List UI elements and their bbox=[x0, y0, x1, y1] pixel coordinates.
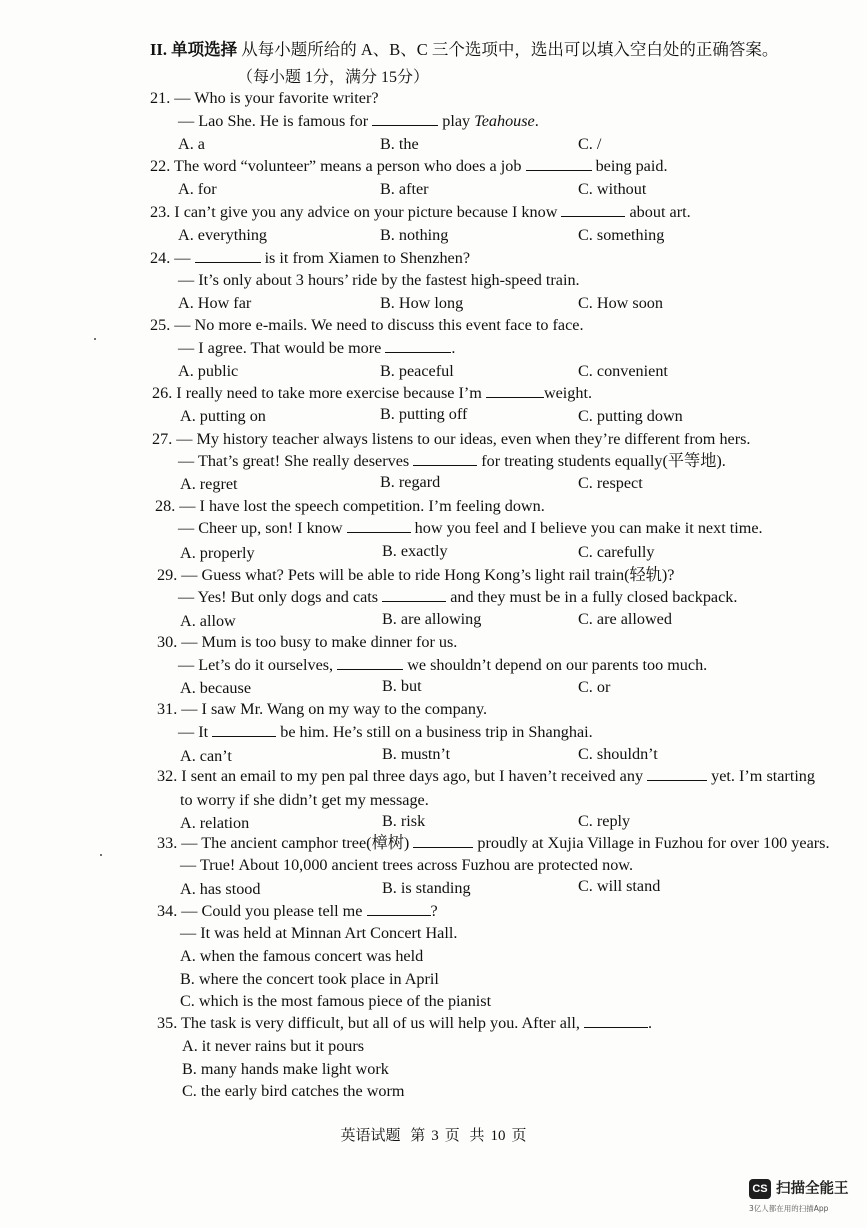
page-footer bbox=[0, 1124, 867, 1145]
section-number: II. bbox=[150, 40, 167, 59]
question-33 bbox=[157, 833, 830, 853]
question-number: 24. bbox=[150, 249, 171, 267]
question-25-reply bbox=[178, 338, 455, 358]
option-b: B. nothing bbox=[380, 226, 449, 244]
question-31-reply bbox=[178, 722, 593, 742]
answer-blank bbox=[413, 833, 473, 848]
question-text: . bbox=[647, 1014, 653, 1032]
question-27-reply bbox=[178, 451, 726, 471]
question-text: — Who is your favorite writer? bbox=[174, 89, 379, 107]
option-c: C. reply bbox=[578, 812, 631, 830]
camscanner-logo-icon: CS bbox=[749, 1179, 771, 1199]
reply-text: . bbox=[451, 339, 456, 357]
option-c: C. carefully bbox=[578, 543, 655, 561]
footer-total-label: 共 bbox=[469, 1128, 485, 1144]
question-text: — bbox=[174, 249, 191, 267]
reply-text: be him. He’s still on a business trip in Shanghai. bbox=[280, 723, 593, 741]
option-c: C. will stand bbox=[578, 877, 661, 895]
option-c: C. How soon bbox=[578, 294, 663, 312]
option-b: B. the bbox=[380, 135, 419, 153]
question-34-reply: — It was held at Minnan Art Concert Hall. bbox=[180, 924, 458, 942]
answer-blank bbox=[413, 451, 477, 466]
question-number: 35. bbox=[157, 1014, 178, 1032]
question-number: 25. bbox=[150, 316, 171, 334]
option-b: B. risk bbox=[382, 812, 426, 830]
option-b: B. regard bbox=[380, 473, 441, 491]
answer-blank bbox=[561, 202, 625, 217]
option-a: A. because bbox=[180, 679, 252, 697]
question-number: 28. bbox=[155, 497, 176, 515]
option-b: B. mustn’t bbox=[382, 745, 451, 763]
watermark-tagline: 3亿人都在用的扫描App bbox=[749, 1204, 829, 1213]
option-b: B. but bbox=[382, 677, 422, 695]
answer-blank bbox=[526, 156, 592, 171]
book-title: Teahouse bbox=[474, 112, 535, 130]
section-scoring: （每小题 1分，满分 15分） bbox=[237, 69, 430, 86]
option-b: B. How long bbox=[380, 294, 464, 312]
reply-text: — Let’s do it ourselves, bbox=[178, 656, 334, 674]
option-a: A. properly bbox=[180, 544, 255, 562]
question-28-reply bbox=[178, 518, 763, 538]
question-number: 21. bbox=[150, 89, 171, 107]
option-c: C. are allowed bbox=[578, 610, 672, 628]
option-b: B. putting off bbox=[380, 405, 468, 423]
scanner-watermark bbox=[749, 1179, 859, 1219]
option-c: C. something bbox=[578, 226, 665, 244]
answer-blank bbox=[372, 111, 438, 126]
question-text: I can’t give you any advice on your picture because I know bbox=[174, 203, 558, 221]
question-30-reply bbox=[178, 655, 707, 675]
answer-blank bbox=[367, 901, 431, 916]
question-21-reply bbox=[178, 111, 539, 131]
question-24 bbox=[150, 248, 470, 268]
reply-text: . bbox=[534, 112, 539, 130]
question-text: I really need to take more exercise because I’m bbox=[176, 384, 482, 402]
question-text: — Guess what? Pets will be able to ride Hong Kong’s light rail train(轻轨)? bbox=[181, 566, 675, 584]
question-21 bbox=[150, 88, 379, 108]
question-text: — My history teacher always listens to our ideas, even when they’re different from hers. bbox=[176, 430, 751, 448]
question-23 bbox=[150, 202, 691, 222]
option-c: C. respect bbox=[578, 474, 643, 492]
question-31 bbox=[157, 699, 487, 719]
reply-text: — Cheer up, son! I know bbox=[178, 519, 343, 537]
question-number: 27. bbox=[152, 430, 173, 448]
footer-page-label: 第 bbox=[410, 1128, 426, 1144]
option-b: B. exactly bbox=[382, 542, 448, 560]
footer-total-number: 10 bbox=[490, 1128, 506, 1144]
option-b: B. are allowing bbox=[382, 610, 482, 628]
question-26 bbox=[152, 383, 592, 403]
question-number: 22. bbox=[150, 157, 171, 175]
question-text: — Could you please tell me bbox=[181, 902, 363, 920]
answer-blank bbox=[337, 655, 403, 670]
question-32 bbox=[157, 766, 815, 786]
question-number: 32. bbox=[157, 767, 178, 785]
question-28 bbox=[155, 496, 545, 516]
option-c: C. / bbox=[578, 135, 602, 153]
option-c: C. shouldn’t bbox=[578, 745, 658, 763]
option-a: A. relation bbox=[180, 814, 250, 832]
option-a: A. when the famous concert was held bbox=[180, 947, 424, 965]
reply-text: we shouldn’t depend on our parents too much. bbox=[407, 656, 708, 674]
footer-subject: 英语试题 bbox=[340, 1128, 401, 1144]
question-text: — I have lost the speech competition. I’m feeling down. bbox=[179, 497, 545, 515]
footer-page-number: 3 bbox=[431, 1128, 439, 1144]
question-number: 31. bbox=[157, 700, 178, 718]
option-c: C. or bbox=[578, 678, 611, 696]
question-30 bbox=[157, 632, 457, 652]
question-text: I sent an email to my pen pal three days ago, but I haven’t received any bbox=[181, 767, 644, 785]
answer-blank bbox=[647, 766, 707, 781]
question-text: — Mum is too busy to make dinner for us. bbox=[181, 633, 458, 651]
question-text: yet. I’m starting bbox=[711, 767, 815, 785]
question-text: — The ancient camphor tree(樟树) bbox=[181, 834, 410, 852]
question-number: 23. bbox=[150, 203, 171, 221]
reply-text: — I agree. That would be more bbox=[178, 339, 382, 357]
option-a: A. How far bbox=[178, 294, 252, 312]
option-a: A. everything bbox=[178, 226, 268, 244]
footer-page-label: 页 bbox=[444, 1128, 460, 1144]
question-text: proudly at Xujia Village in Fuzhou for over 100 years. bbox=[477, 834, 830, 852]
footer-total-label: 页 bbox=[511, 1128, 527, 1144]
question-text: ? bbox=[430, 902, 438, 920]
question-text: being paid. bbox=[595, 157, 668, 175]
option-a: A. allow bbox=[180, 612, 236, 630]
watermark-app-name: 扫描全能王 bbox=[776, 1181, 849, 1197]
question-text: — No more e-mails. We need to discuss this event face to face. bbox=[174, 316, 584, 334]
option-c: C. which is the most famous piece of the pianist bbox=[180, 992, 492, 1010]
question-number: 26. bbox=[152, 384, 173, 402]
option-b: B. where the concert took place in April bbox=[180, 970, 439, 988]
question-22 bbox=[150, 156, 668, 176]
option-b: B. is standing bbox=[382, 879, 471, 897]
reply-text: for treating students equally(平等地). bbox=[481, 452, 726, 470]
section-instruction: 从每小题所给的 A、B、C 三个选项中，选出可以填入空白处的正确答案。 bbox=[241, 40, 779, 59]
option-c: C. putting down bbox=[578, 407, 683, 425]
reply-text: — That’s great! She really deserves bbox=[178, 452, 410, 470]
question-29 bbox=[157, 565, 674, 585]
option-b: B. after bbox=[380, 180, 429, 198]
question-number: 34. bbox=[157, 902, 178, 920]
question-29-reply bbox=[178, 587, 737, 607]
question-27 bbox=[152, 429, 750, 449]
answer-blank bbox=[385, 338, 451, 353]
reply-text: — Lao She. He is famous for bbox=[178, 112, 369, 130]
question-text: The word “volunteer” means a person who does a job bbox=[174, 157, 522, 175]
question-number: 30. bbox=[157, 633, 178, 651]
question-text: about art. bbox=[629, 203, 691, 221]
answer-blank bbox=[347, 518, 411, 533]
reply-text: — It bbox=[178, 723, 209, 741]
question-34 bbox=[157, 901, 438, 921]
question-number: 33. bbox=[157, 834, 178, 852]
question-32-cont: to worry if she didn’t get my message. bbox=[180, 791, 429, 809]
reply-text: and they must be in a fully closed backpack. bbox=[450, 588, 738, 606]
answer-blank bbox=[212, 722, 276, 737]
option-a: A. public bbox=[178, 362, 239, 380]
question-35 bbox=[157, 1013, 652, 1033]
question-text: is it from Xiamen to Shenzhen? bbox=[264, 249, 471, 267]
option-b: B. many hands make light work bbox=[182, 1060, 389, 1078]
option-a: A. putting on bbox=[180, 407, 266, 425]
answer-blank bbox=[195, 248, 261, 263]
option-b: B. peaceful bbox=[380, 362, 454, 380]
reply-text: how you feel and I believe you can make it next time. bbox=[414, 519, 763, 537]
option-a: A. has stood bbox=[180, 880, 261, 898]
option-a: A. regret bbox=[180, 475, 238, 493]
option-c: C. convenient bbox=[578, 362, 668, 380]
question-text: The task is very difficult, but all of us will help you. After all, bbox=[181, 1014, 580, 1032]
question-25 bbox=[150, 315, 584, 335]
question-33-reply: — True! About 10,000 ancient trees across Fuzhou are protected now. bbox=[180, 856, 633, 874]
section-name: 单项选择 bbox=[171, 40, 238, 59]
question-text: — I saw Mr. Wang on my way to the company. bbox=[181, 700, 488, 718]
reply-text: — Yes! But only dogs and cats bbox=[178, 588, 379, 606]
question-text: weight. bbox=[543, 384, 593, 402]
answer-blank bbox=[382, 587, 446, 602]
reply-text: play bbox=[442, 112, 471, 130]
scan-speck bbox=[100, 854, 102, 856]
option-a: A. it never rains but it pours bbox=[182, 1037, 365, 1055]
question-24-reply: — It’s only about 3 hours’ ride by the fastest high-speed train. bbox=[178, 271, 580, 289]
option-c: C. without bbox=[578, 180, 647, 198]
option-a: A. can’t bbox=[180, 747, 232, 765]
scan-speck bbox=[94, 338, 96, 340]
question-number: 29. bbox=[157, 566, 178, 584]
option-c: C. the early bird catches the worm bbox=[182, 1082, 405, 1100]
option-a: A. for bbox=[178, 180, 217, 198]
answer-blank bbox=[584, 1013, 648, 1028]
answer-blank bbox=[486, 383, 544, 398]
option-a: A. a bbox=[178, 135, 205, 153]
section-title bbox=[150, 36, 778, 60]
